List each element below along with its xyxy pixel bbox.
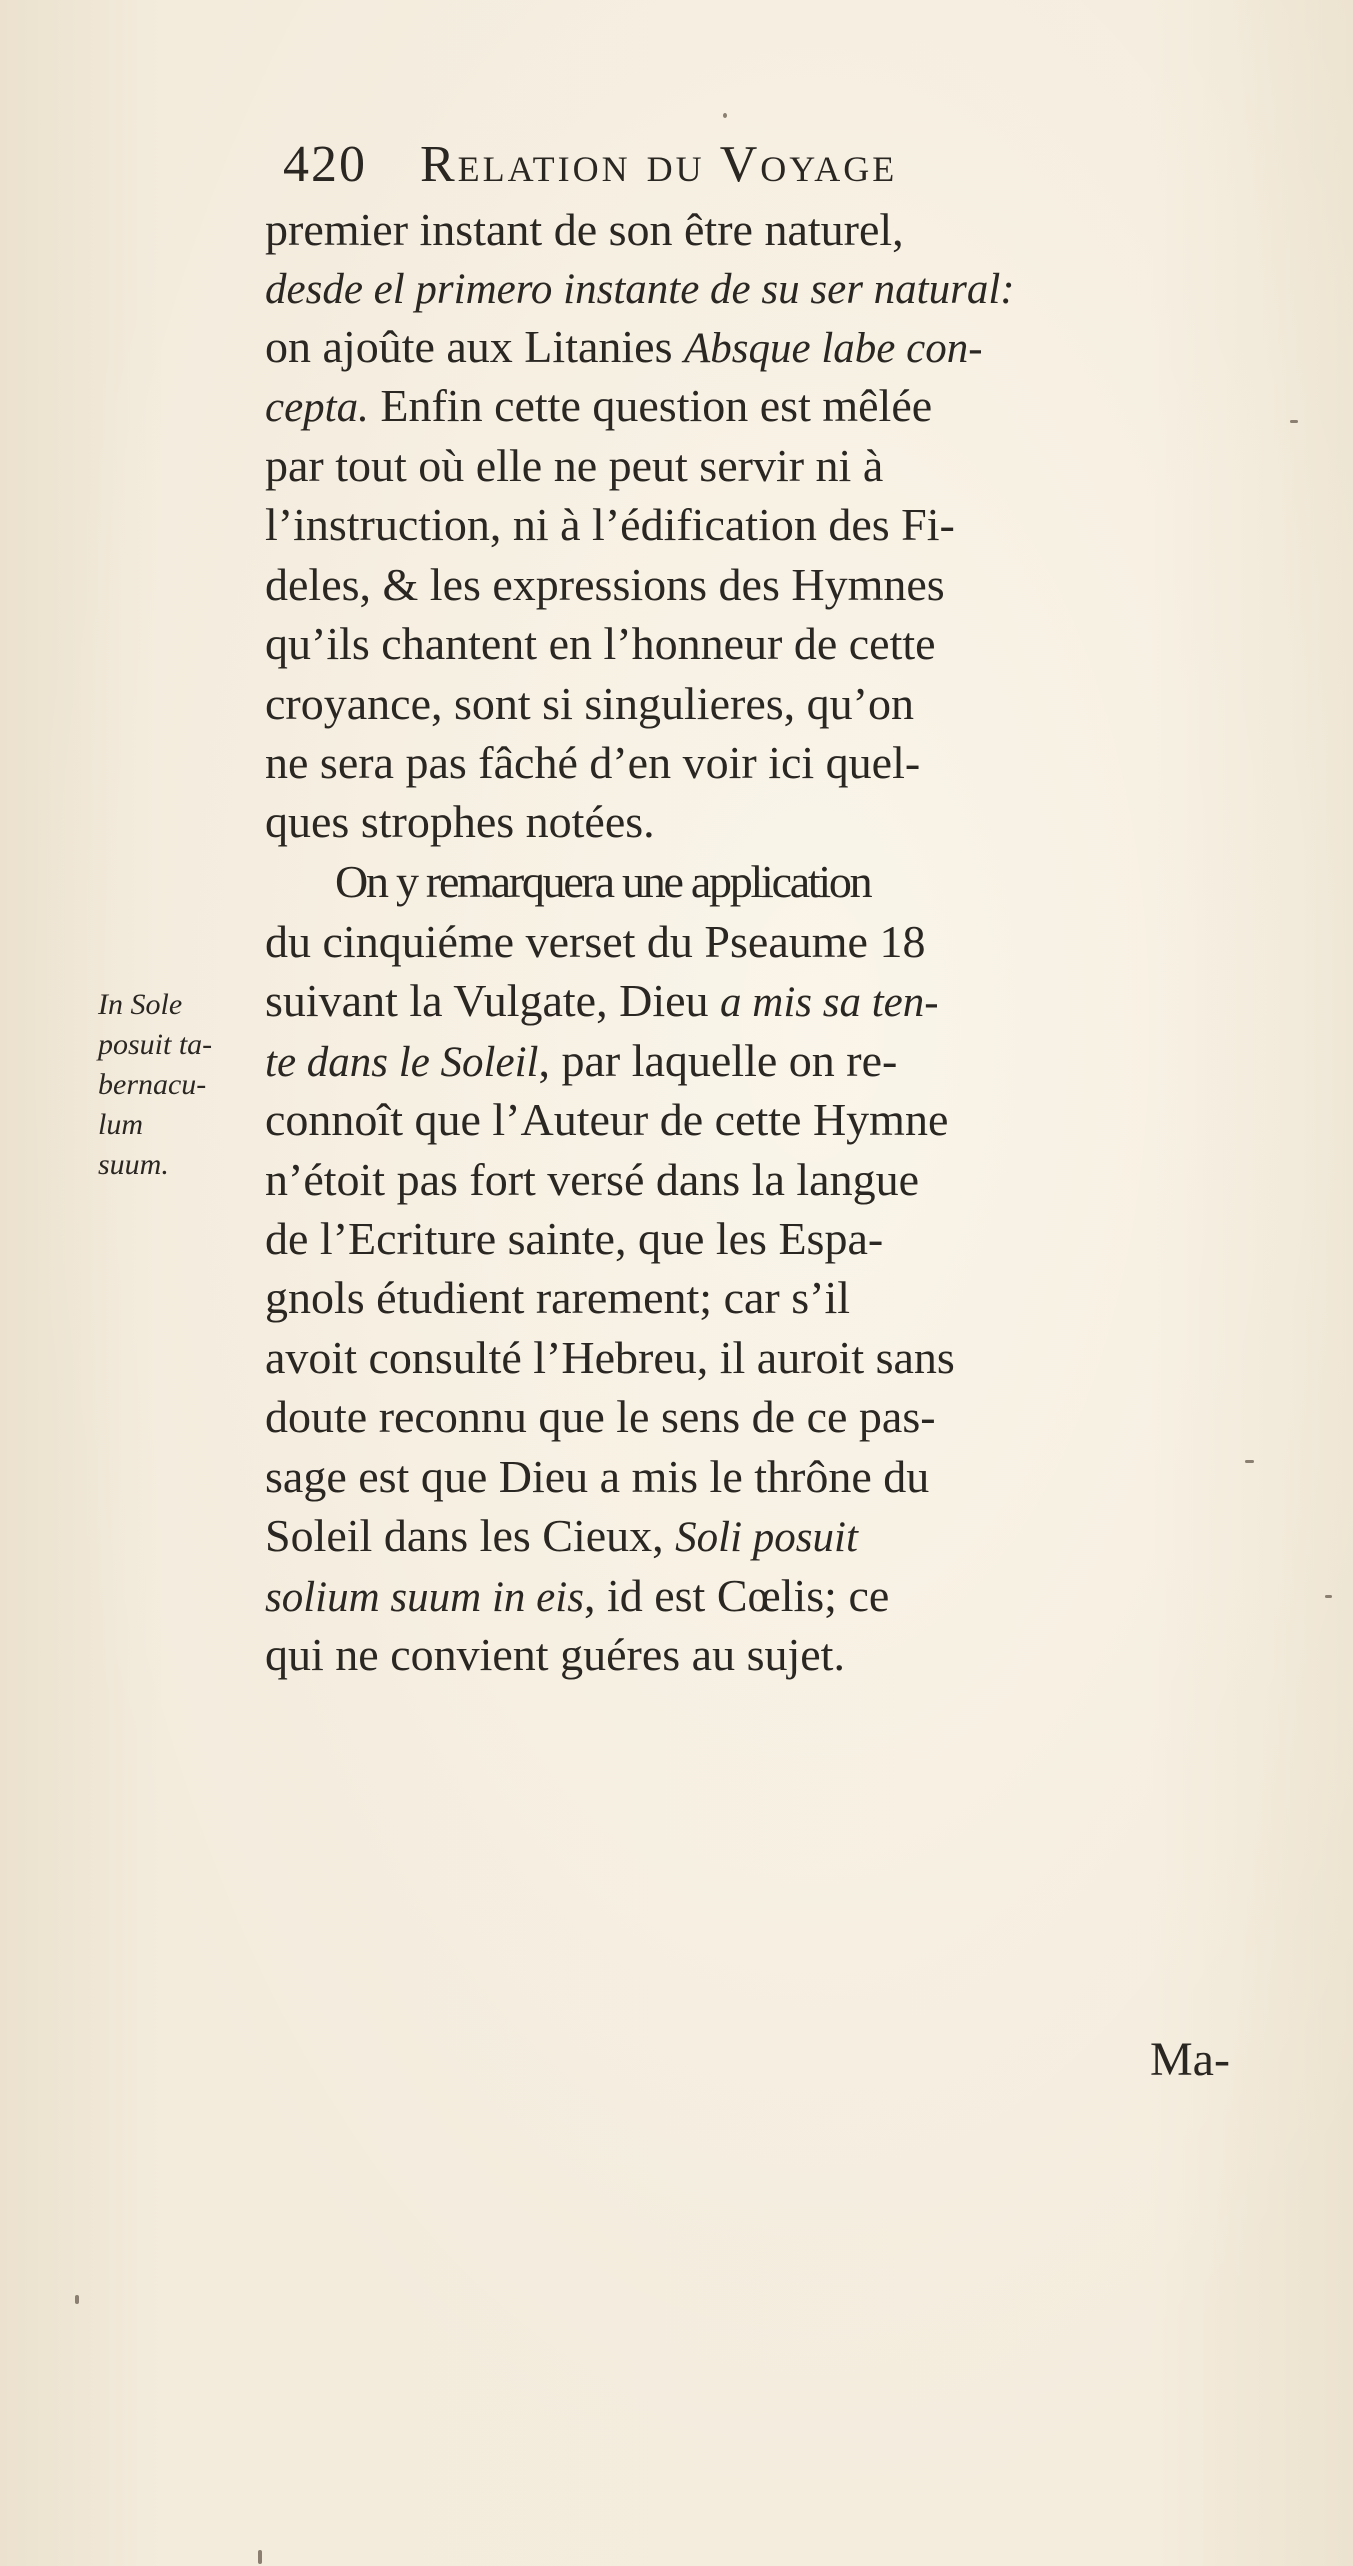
margin-note-line: posuit ta- [98,1028,213,1061]
text-line [265,971,1255,1031]
margin-note-line: bernacu- [98,1068,207,1101]
text-line [265,674,1255,734]
text-line [265,1447,1255,1507]
italic-text-segment: cepta. [265,384,369,431]
italic-text-segment: Soli posuit [675,1514,858,1561]
text-segment: doute reconnu que le sens de ce pas- [265,1391,936,1442]
margin-note [98,985,258,1185]
text-line [265,200,1255,260]
text-segment: sage est que Dieu a mis le thrône du [265,1451,930,1502]
text-segment: suivant la Vulgate, Dieu [265,975,721,1026]
text-line [265,912,1255,972]
text-line [265,1268,1255,1328]
text-segment: Enfin cette question est mêlée [368,380,933,431]
text-segment: premier instant de son être naturel, [265,204,916,255]
text-line [265,733,1255,793]
text-segment: deles, & les expressions des Hymnes [265,559,945,610]
text-line [265,1328,1255,1388]
text-line [265,258,1255,318]
text-segment: ques strophes notées. [265,796,655,847]
text-segment: On y remarquera une application [335,856,871,907]
paper-speck [723,113,727,118]
text-line [265,376,1255,436]
text-line [265,1387,1255,1447]
text-segment: n’étoit pas fort versé dans la langue [265,1154,919,1205]
paper-speck [1290,420,1298,423]
text-line [265,1150,1255,1210]
italic-text-segment: te dans le Soleil [265,1039,539,1086]
text-segment: , id est Cœlis; ce [583,1570,890,1621]
text-line [265,495,1255,555]
paper-speck [258,2550,262,2564]
paper-speck [1325,1595,1332,1598]
text-segment: on ajoûte aux Litanies [265,321,684,372]
page-header [283,130,1283,200]
text-segment: connoît que l’Auteur de cette Hymne [265,1094,949,1145]
italic-text-segment: Absque labe con- [684,325,983,372]
text-line [265,1566,1255,1626]
text-line [265,792,1255,852]
text-line [265,317,1255,377]
italic-text-segment: a mis sa ten- [720,979,939,1026]
text-line [265,1506,1255,1566]
text-segment: qui ne convient guéres au sujet. [265,1629,845,1680]
paper-speck [75,2295,79,2304]
text-segment: l’instruction, ni à l’édification des Fi- [265,499,955,550]
text-segment: gnols étudient rarement; car s’il [265,1272,851,1323]
text-segment: ne sera pas fâché d’en voir ici quel- [265,737,921,788]
text-segment: de l’Ecriture sainte, que les Espa- [265,1213,884,1264]
text-line [265,1625,1255,1685]
text-segment: qu’ils chantent en l’honneur de cette [265,618,936,669]
text-line [265,614,1255,674]
text-line [265,555,1255,615]
text-line [265,1209,1255,1269]
page-number: 420 [283,136,367,193]
paper-speck [1245,1460,1254,1463]
italic-text-segment: solium suum in eis [265,1574,584,1621]
text-segment: avoit consulté l’Hebreu, il auroit sans [265,1332,955,1383]
margin-note-line: lum [98,1108,143,1141]
text-line [265,1031,1255,1091]
text-line [265,436,1255,496]
margin-note-line: In Sole [98,988,183,1021]
text-segment: croyance, sont si singulieres, qu’on [265,678,914,729]
italic-text-segment: desde el primero instante de su ser natural: [265,266,1015,313]
text-line [265,852,1325,912]
text-segment: par tout où elle ne peut servir ni à [265,440,884,491]
margin-note-line: suum. [98,1148,169,1181]
catchword: Ma- [1150,2033,1230,2086]
text-line [265,1090,1255,1150]
running-title: Relation du Voyage [420,136,898,193]
text-segment: , par laquelle on re- [538,1035,898,1086]
text-segment: du cinquiéme verset du Pseaume 18 [265,916,926,967]
text-segment: Soleil dans les Cieux, [265,1510,676,1561]
